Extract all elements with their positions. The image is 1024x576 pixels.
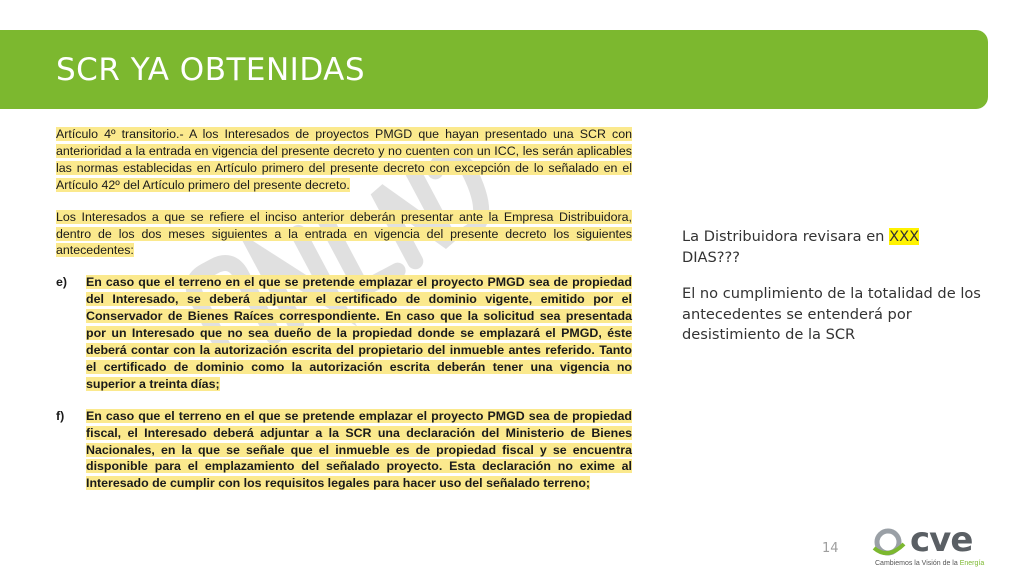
side-note: [682, 227, 982, 362]
page-number: 14: [822, 541, 839, 556]
item-text: En caso que el terreno en el que se pretende emplazar el proyecto PMGD sea de propiedad fiscal, el Interesado deberá adjuntar a la SCR una declaración del Ministerio de Bienes Nacionales, en la que se señale que el inmueble es de propiedad fiscal y se encuentra disponible para el emplazamiento del señalado proyecto. Esta declaración no exime al Interesado de cumplir con los requisitos legales para hacer uso del señalado terreno;: [86, 408, 632, 491]
logo-wordmark: cve: [910, 520, 973, 560]
review-note: [682, 227, 982, 268]
item-letter: f): [56, 408, 65, 423]
swoosh-icon: [872, 526, 908, 558]
item-text: En caso que el terreno en el que se pretende emplazar el proyecto PMGD sea de propiedad del Interesado, se deberá adjuntar el certificado de dominio vigente, emitido por el Conservador de Bienes Raíces correspondiente. En caso que la solicitud sea presentada por un Interesado que no sea dueño de la propiedad donde se emplazará el PMGD, éste deberá contar con la autorización escrita del propietario del inmueble antes referido. Tanto el certificado de dominio como la autorización escrita deberán tener una vigencia no superior a treinta días;: [86, 275, 632, 391]
article-paragraph: [56, 126, 632, 194]
review-note-prefix: La Distribuidora revisara en: [682, 228, 890, 245]
requirements-text: Los Interesados a que se refiere el inciso anterior deberán presentar ante la Empresa Distribuidora, dentro de los dos meses siguientes a la entrada en vigencia del presente decreto los siguientes antecedentes:: [56, 209, 632, 258]
review-note-suffix: DIAS???: [682, 248, 741, 266]
item-letter: e): [56, 275, 68, 290]
list-item: [56, 274, 632, 392]
decree-excerpt: [56, 126, 632, 507]
slide-title: SCR YA OBTENIDAS: [56, 52, 366, 88]
requirements-paragraph: [56, 209, 632, 260]
title-bar: [0, 30, 988, 109]
logo-tagline: Cambiemos la Visión de la Energía: [875, 560, 985, 567]
days-placeholder: XXX: [889, 228, 920, 245]
article-text: Artículo 4º transitorio.- A los Interesados de proyectos PMGD que hayan presentado una SCR con anterioridad a la entrada en vigencia del presente decreto y no cuenten con un ICC, les serán aplicables las normas establecidas en Artículo primero del presente decreto con excepción de lo señalado en el Artículo 42º del Artículo primero del presente decreto.: [56, 127, 632, 192]
list-item: [56, 408, 632, 493]
withdrawal-note: El no cumplimiento de la totalidad de los antecedentes se entenderá por desistimiento de la SCR: [682, 285, 981, 343]
cve-logo: [872, 520, 992, 570]
